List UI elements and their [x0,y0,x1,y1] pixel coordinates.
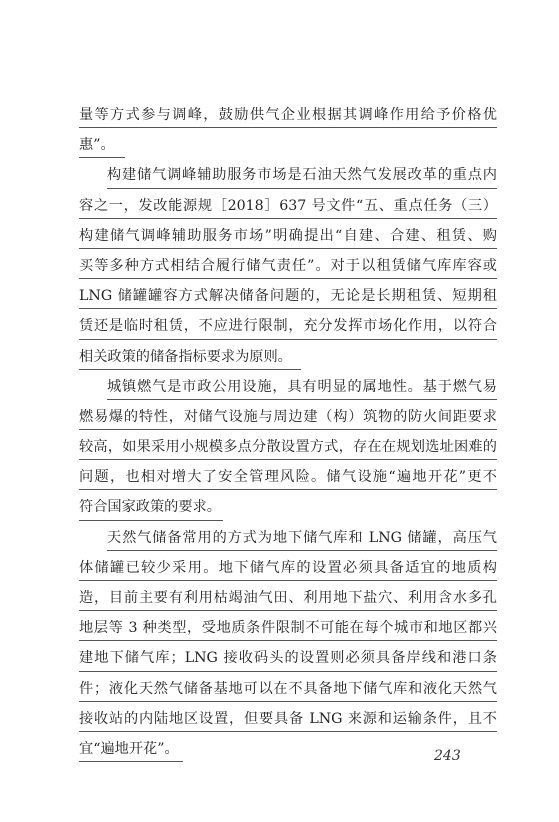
text-line: 构建储气调峰辅助服务市场”明确提出“自建、合建、租赁、购 [79,221,497,251]
text-line: 惠”。 [79,130,497,160]
text-line: LNG 储罐罐容方式解决储备问题的，无论是长期租赁、短期租 [79,281,497,311]
text-line: 接收站的内陆地区设置，但要具备 LNG 来源和运输条件，且不 [79,704,497,734]
text-line: 符合国家政策的要求。 [79,492,497,522]
text-line: 体储罐已较少采用。地下储气库的设置必须具备适宜的地质构 [79,553,497,583]
page-number: 243 [434,748,461,764]
text-line: 问题，也相对增大了安全管理风险。储气设施“遍地开花”更不 [79,462,497,492]
text-line: 容之一，发改能源规［2018］637 号文件“五、重点任务（三） [79,191,497,221]
body-text [79,100,497,764]
text-line: 燃易爆的特性，对储气设施与周边建（构）筑物的防火间距要求 [79,402,497,432]
text-line: 建地下储气库；LNG 接收码头的设置则必须具备岸线和港口条 [79,643,497,673]
text-line: 地层等 3 种类型，受地质条件限制不可能在每个城市和地区都兴 [79,613,497,643]
text-line: 买等多种方式相结合履行储气责任”。对于以租赁储气库库容或 [79,251,497,281]
paragraph-start-line: 构建储气调峰辅助服务市场是石油天然气发展改革的重点内 [79,160,497,190]
text-line: 件；液化天然气储备基地可以在不具备地下储气库和液化天然气 [79,674,497,704]
text-line: 相关政策的储备指标要求为原则。 [79,342,497,372]
text-line: 造，目前主要有利用枯竭油气田、利用地下盐穴、利用含水多孔 [79,583,497,613]
text-line: 赁还是临时租赁，不应进行限制，充分发挥市场化作用，以符合 [79,311,497,341]
paragraph-start-line: 城镇燃气是市政公用设施，具有明显的属地性。基于燃气易 [79,372,497,402]
text-line: 宜“遍地开花”。 [79,734,497,764]
text-line: 较高，如果采用小规模多点分散设置方式，存在在规划选址困难的 [79,432,497,462]
text-line: 量等方式参与调峰，鼓励供气企业根据其调峰作用给予价格优 [79,100,497,130]
paragraph-start-line: 天然气储备常用的方式为地下储气库和 LNG 储罐，高压气 [79,523,497,553]
